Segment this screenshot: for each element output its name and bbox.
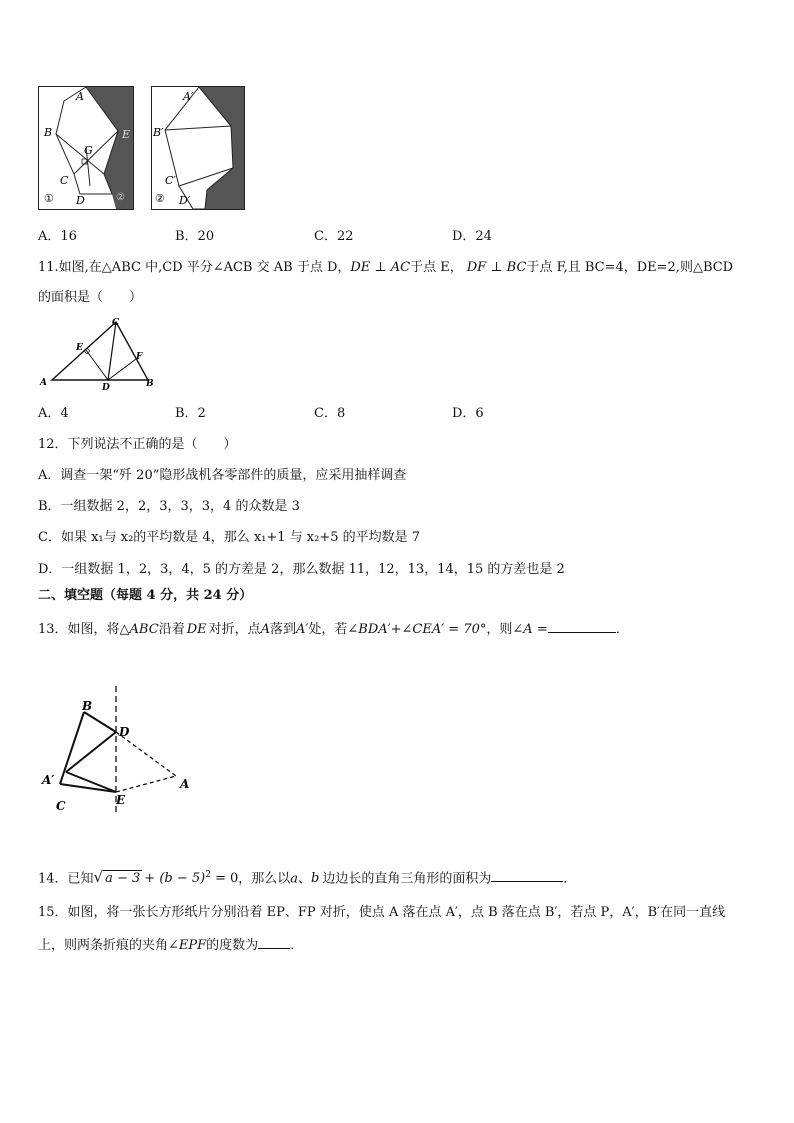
- q13-text-c: 沿着: [158, 622, 185, 637]
- q13-text-triangle: △ABC: [119, 622, 159, 637]
- q14-answer-blank[interactable]: [491, 867, 563, 882]
- q10f2-label-C: C′: [165, 174, 176, 187]
- q13-label-A-prime: A′: [42, 773, 55, 787]
- q13-text-m: ．: [615, 622, 629, 637]
- q13-text-i: 处，若: [308, 622, 348, 637]
- q11-label-F: F: [136, 352, 143, 362]
- q11-text-de-ac: DE ⊥ AC: [350, 260, 411, 275]
- q11-label-A: A: [40, 378, 47, 388]
- q10f1-label-B: B: [44, 126, 53, 139]
- q13-text-point-a: A: [260, 622, 271, 637]
- q11-label-C: C: [112, 318, 120, 328]
- q13-stem: [38, 618, 629, 639]
- q10f2-label-A: A′: [183, 90, 194, 103]
- q12-option-a: A．调查一架“歼 20”隐形战机各零部件的质量，应采用抽样调查: [38, 468, 407, 483]
- q14-var-a: a: [290, 871, 299, 887]
- q11-label-B: B: [146, 379, 154, 389]
- q14-var-b: b: [311, 871, 320, 887]
- q13-text-k: ，则: [486, 622, 513, 637]
- q13-text-de: DE: [186, 622, 207, 637]
- q11-stem-line2: 的面积是（ ）: [38, 290, 143, 305]
- q13-label-B: B: [82, 699, 93, 713]
- q15-text-a: 上，则两条折痕的夹角: [38, 938, 169, 953]
- q11-figure: [38, 316, 156, 392]
- q14-text-g: ．: [563, 871, 577, 887]
- q10f2-number: ②: [155, 192, 165, 205]
- q13-figure: [38, 684, 198, 820]
- q13-text-angle-a: ∠A =: [512, 622, 548, 637]
- q10-option-b: B．20: [175, 229, 215, 244]
- q14-stem: [38, 866, 576, 888]
- q11-text-df-bc: DF ⊥ BC: [466, 260, 527, 275]
- q14-sqrt-inner: a − 3: [105, 871, 141, 887]
- q11-option-b: B．2: [175, 406, 206, 421]
- q12-option-d: D．一组数据 1，2，3，4，5 的方差是 2，那么数据 11，12，13，14，15 的方差也是 2: [38, 562, 565, 577]
- q11-option-d: D．6: [452, 406, 484, 421]
- q10-option-d: D．24: [452, 229, 492, 244]
- q10-figure-1: [38, 86, 134, 210]
- q15-text-d: ．: [290, 938, 304, 953]
- q10f1-label-D: D: [76, 194, 85, 207]
- q15-answer-blank[interactable]: [258, 934, 290, 949]
- q10f1-label-G: G: [84, 144, 93, 157]
- q13-text-a-prime: A′: [296, 622, 309, 637]
- q11-stem-line1: [38, 259, 733, 277]
- q15-text-angle: ∠EPF: [168, 938, 207, 953]
- q10-option-c: C．22: [314, 229, 354, 244]
- q10f1-label-A: A: [76, 90, 84, 103]
- q11-text-a: 11.如图,在△ABC 中,CD 平分∠ACB 交 AB 于点 D，: [38, 260, 351, 275]
- q12-option-c: C．如果 x₁与 x₂的平均数是 4，那么 x₁+1 与 x₂+5 的平均数是 7: [38, 530, 421, 545]
- q12-stem: 12．下列说法不正确的是（ ）: [38, 437, 237, 452]
- q14-text-a: 14．已知: [38, 871, 94, 887]
- q13-text-e: 对折，点: [208, 622, 261, 637]
- q14-equals: = 0: [214, 871, 239, 887]
- q10f1-number-2: ②: [116, 192, 125, 203]
- q13-label-A: A: [180, 777, 190, 791]
- q13-text-a: 13．如图，将: [38, 622, 120, 637]
- q14-paren-term: + (b − 5): [144, 871, 206, 887]
- q13-text-g: 落到: [270, 622, 297, 637]
- q14-text-f: 边边长的直角三角形的面积为: [322, 871, 492, 887]
- q11-option-c: C．8: [314, 406, 346, 421]
- q11-label-D: D: [102, 383, 110, 392]
- q14-text-d: 、: [298, 871, 312, 887]
- q10f2-label-B: B′: [153, 126, 164, 139]
- q14-text-b: ，那么以: [238, 871, 291, 887]
- q13-text-angle-sum: ∠BDA′+∠CEA′ = 70°: [347, 622, 487, 637]
- q11-label-E: E: [76, 343, 83, 353]
- q13-answer-blank[interactable]: [548, 618, 616, 633]
- q10f1-label-E: E: [122, 128, 131, 141]
- q11-text-e: 于点 F,且 BC=4，DE=2,则△BCD: [526, 260, 734, 275]
- q11-text-c: 于点 E，: [410, 260, 463, 275]
- q10f1-label-C: C: [60, 174, 69, 187]
- q10f1-number: ①: [44, 192, 54, 205]
- section-heading-fill-in: 二、填空题（每题 4 分，共 24 分）: [38, 588, 253, 603]
- q14-exponent: 2: [205, 870, 211, 880]
- q15-stem-line1: 15．如图，将一张长方形纸片分别沿着 EP、FP 对折，使点 A 落在点 A′，点 B 落在点 B′，若点 P，A′，B′在同一直线: [38, 905, 726, 920]
- q12-option-b: B．一组数据 2，2，3，3，3，4 的众数是 3: [38, 499, 300, 514]
- q10-option-a: A．16: [38, 229, 77, 244]
- q10f2-label-D: D′: [179, 194, 191, 207]
- q10-figure-2: [151, 86, 245, 210]
- q13-label-C: C: [56, 799, 66, 813]
- q15-stem-line2: [38, 934, 303, 955]
- q14-sqrt: √ a − 3: [93, 868, 141, 887]
- q11-option-a: A．4: [38, 406, 69, 421]
- q15-text-c: 的度数为: [206, 938, 259, 953]
- q13-label-E: E: [116, 793, 126, 807]
- q13-label-D: D: [119, 725, 130, 739]
